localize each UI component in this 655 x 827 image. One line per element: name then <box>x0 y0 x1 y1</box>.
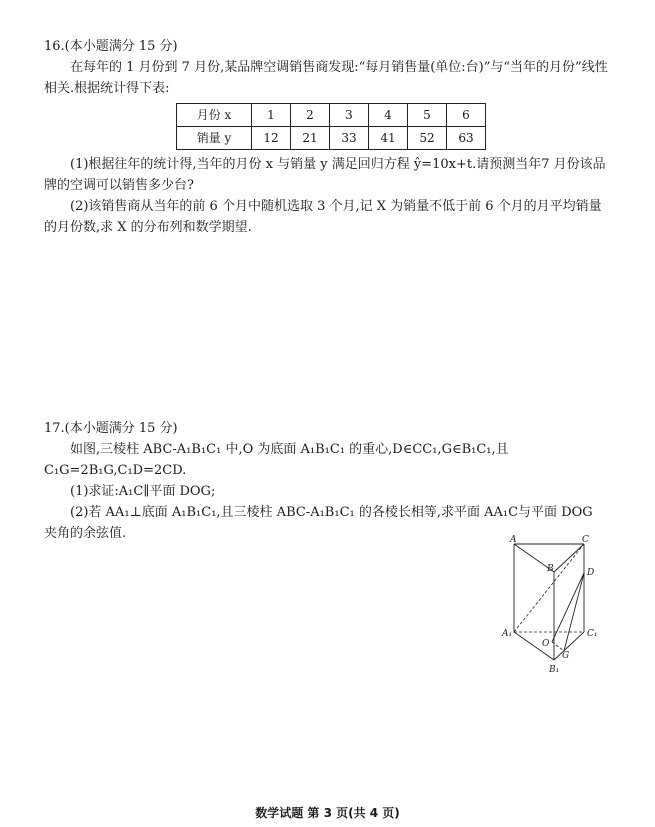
table-cell: 12 <box>252 127 291 150</box>
q17-part2: (2)若 AA₁⊥底面 A₁B₁C₁,且三棱柱 ABC-A₁B₁C₁ 的各棱长相等,求平面 AA₁C与平面 DOG 夹角的余弦值. <box>44 505 593 541</box>
question-16 <box>44 36 614 238</box>
label-c: C <box>582 535 589 545</box>
label-o: O <box>542 639 550 649</box>
table-row-month <box>177 104 486 127</box>
label-a1: A₁ <box>502 629 513 639</box>
table-cell: 3 <box>330 104 369 127</box>
table-row-label: 销量 y <box>177 127 252 150</box>
table-cell: 1 <box>252 104 291 127</box>
table-row-sales <box>177 127 486 150</box>
table-row-label: 月份 x <box>177 104 252 127</box>
prism-diagram <box>496 534 612 676</box>
prism-figure <box>496 534 612 676</box>
table-cell: 33 <box>330 127 369 150</box>
table-cell: 52 <box>408 127 447 150</box>
label-b1: B₁ <box>549 665 560 675</box>
table-cell: 6 <box>447 104 486 127</box>
table-cell: 63 <box>447 127 486 150</box>
segment-a1c-hidden <box>514 544 584 632</box>
q16-part1: (1)根据往年的统计得,当年的月份 x 与销量 y 满足回归方程 ŷ=10x+t.请预测当年7 月份该品牌的空调可以销售多少台? <box>44 157 606 193</box>
q16-part2: (2)该销售商从当年的前 6 个月中随机选取 3 个月,记 X 为销量不低于前 6 个月的月平均销量的月份数,求 X 的分布列和数学期望. <box>44 199 602 235</box>
label-g: G <box>562 651 570 661</box>
table-cell: 2 <box>291 104 330 127</box>
table-cell: 5 <box>408 104 447 127</box>
q16-intro: 在每年的 1 月份到 7 月份,某品牌空调销售商发现:“每月销售量(单位:台)”与“当年的月份”线性相关.根据统计得下表: <box>44 60 608 96</box>
q17-intro: 如图,三棱柱 ABC-A₁B₁C₁ 中,O 为底面 A₁B₁C₁ 的重心,D∈CC₁,G∈B₁C₁,且C₁G=2B₁G,C₁D=2CD. <box>44 442 509 478</box>
segment-dg <box>564 573 584 651</box>
table-cell: 41 <box>369 127 408 150</box>
label-a: A <box>510 535 517 545</box>
table-cell: 4 <box>369 104 408 127</box>
edge-bc <box>554 544 584 572</box>
table-cell: 21 <box>291 127 330 150</box>
label-b: B <box>547 564 554 574</box>
q16-stat-table <box>176 103 486 150</box>
q16-header: 16.(本小题满分 15 分) <box>44 39 178 54</box>
q17-header: 17.(本小题满分 15 分) <box>44 421 178 436</box>
question-17 <box>44 418 604 544</box>
q17-part1: (1)求证:A₁C∥平面 DOG; <box>70 484 216 499</box>
label-c1: C₁ <box>587 629 598 639</box>
label-d: D <box>587 568 595 578</box>
page-footer: 数学试题 第 3 页(共 4 页) <box>255 806 400 820</box>
